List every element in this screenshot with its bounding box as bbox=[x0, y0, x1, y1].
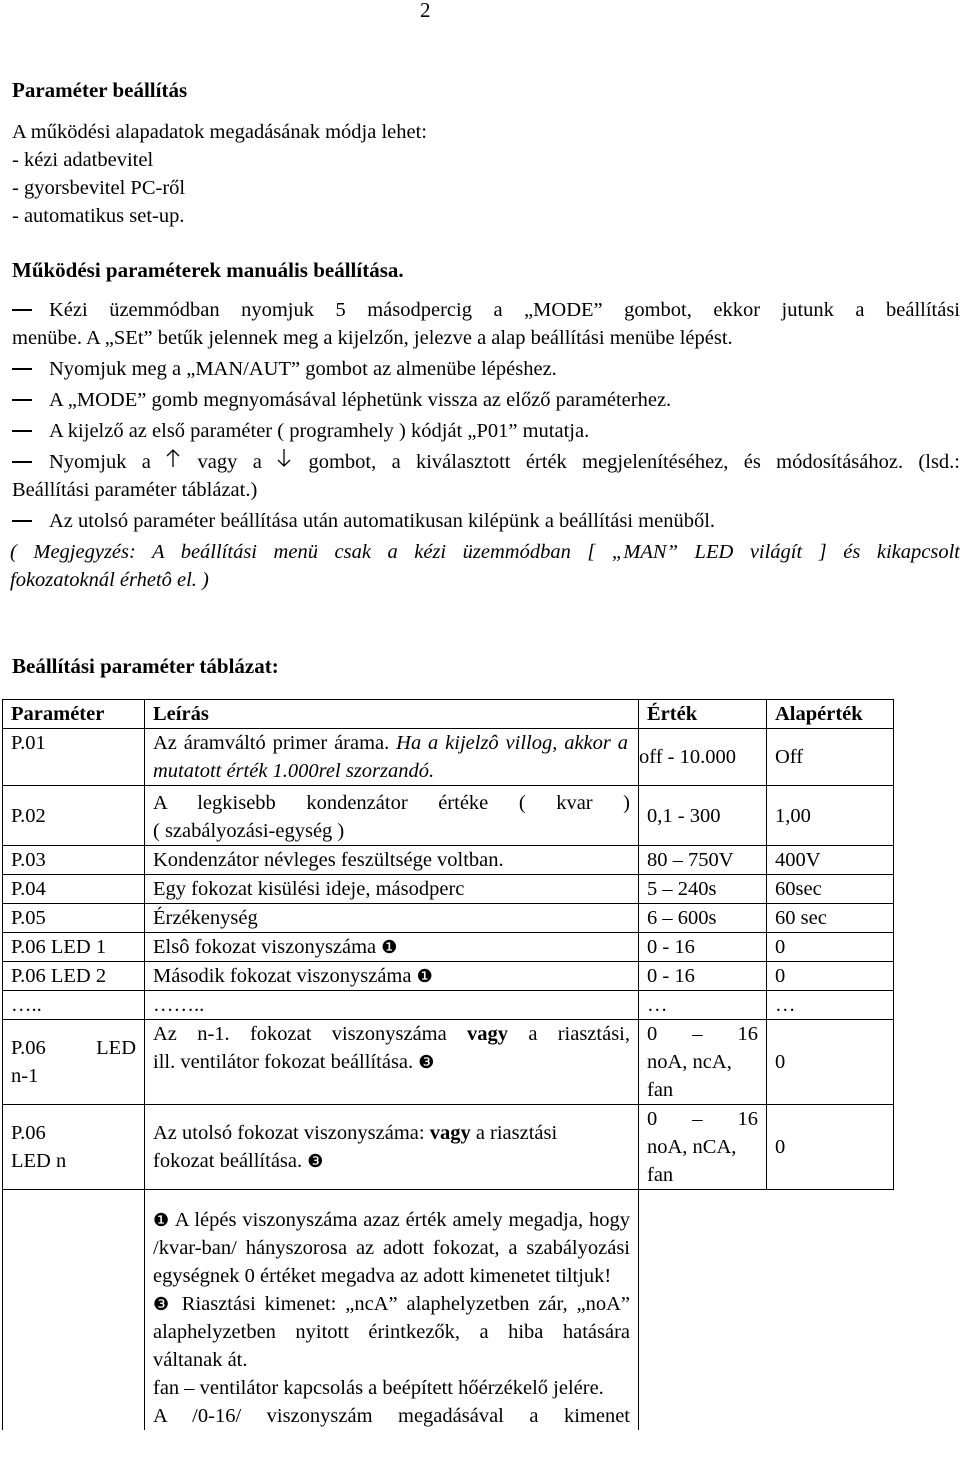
footnote-3-icon: ❸ bbox=[307, 1151, 324, 1171]
desc-part: a riasztási, bbox=[528, 1023, 630, 1045]
footnote-3-icon: ❸ bbox=[418, 1052, 435, 1072]
note bbox=[10, 538, 960, 594]
param-value-range: 80 – 750V bbox=[639, 846, 767, 875]
footnote-last: A /0-16/ viszonyszám megadásával a kimenet bbox=[153, 1405, 630, 1427]
param-code: P.03 bbox=[3, 846, 145, 875]
table-row bbox=[3, 786, 894, 846]
steps-list bbox=[12, 296, 960, 538]
param-value-range: … bbox=[639, 991, 767, 1020]
param-default: 60sec bbox=[767, 875, 894, 904]
desc-part-bold: vagy bbox=[429, 1122, 471, 1144]
footnotes-cell bbox=[145, 1190, 639, 1431]
param-default: 60 sec bbox=[767, 904, 894, 933]
step-text: Az utolsó paraméter beállítása után automatikusan kilépünk a beállítási menüből. bbox=[49, 510, 716, 532]
desc-line bbox=[153, 1147, 630, 1175]
step-text-part: gombot, a kiválasztott érték megjelenítéséhez, és módosításához. (lsd.: bbox=[308, 451, 960, 473]
desc-part: ill. ventilátor fokozat beállítása. bbox=[153, 1051, 414, 1073]
param-value-range: 0 - 16 bbox=[639, 962, 767, 991]
param-value-range bbox=[639, 1105, 767, 1190]
param-code-line: LED n bbox=[11, 1150, 67, 1172]
value-line: fan bbox=[647, 1164, 674, 1186]
note-line: ( Megjegyzés: A beállítási menü csak a kézi üzemmódban [ „MAN” LED világít ] és kikapcsolt bbox=[10, 541, 960, 563]
param-description: Egy fokozat kisülési ideje, másodperc bbox=[145, 875, 639, 904]
step-text: Nyomjuk meg a „MAN/AUT” gombot az almenübe lépéshez. bbox=[49, 358, 557, 380]
desc-line bbox=[153, 1048, 630, 1076]
column-header: Alapérték bbox=[767, 700, 894, 729]
step-text bbox=[49, 448, 960, 476]
param-code: P.06 LED 2 bbox=[3, 962, 145, 991]
param-code bbox=[3, 1020, 145, 1105]
dash-bullet bbox=[12, 430, 32, 432]
param-code-line: P.06 bbox=[11, 1122, 46, 1144]
param-code: ….. bbox=[3, 991, 145, 1020]
table-row bbox=[3, 991, 894, 1020]
empty-cell bbox=[639, 1190, 894, 1431]
column-header: Paraméter bbox=[3, 700, 145, 729]
param-value-range: 0,1 - 300 bbox=[639, 786, 767, 846]
column-header: Érték bbox=[639, 700, 767, 729]
step-text: Kézi üzemmódban nyomjuk 5 másodpercig a „MODE” gombot, ekkor jutunk a beállítási bbox=[49, 299, 960, 321]
desc-part: Második fokozat viszonyszáma bbox=[153, 965, 412, 987]
empty-cell bbox=[3, 1190, 145, 1431]
parameter-table bbox=[2, 699, 894, 1430]
param-code: P.02 bbox=[3, 786, 145, 846]
table-row bbox=[3, 962, 894, 991]
desc-part: Elsô fokozat viszonyszáma bbox=[153, 936, 377, 958]
table-row bbox=[3, 729, 894, 786]
value-line: fan bbox=[647, 1079, 674, 1101]
input-methods bbox=[12, 118, 427, 230]
note-line: fokozatoknál érhetô el. ) bbox=[10, 569, 209, 591]
param-code: P.06 LED 1 bbox=[3, 933, 145, 962]
column-header: Leírás bbox=[145, 700, 639, 729]
param-description bbox=[145, 962, 639, 991]
param-value-range: 0 - 16 bbox=[639, 933, 767, 962]
desc-part: Az áramváltó primer árama. bbox=[153, 732, 390, 754]
step-item bbox=[12, 448, 960, 476]
step-text: A „MODE” gomb megnyomásával léphetünk vissza az előző paraméterhez. bbox=[49, 389, 672, 411]
option-item: - gyorsbevitel PC-ről bbox=[12, 177, 186, 199]
value-line: 0 – 16 bbox=[647, 1023, 758, 1045]
dash-bullet bbox=[12, 520, 32, 522]
footnote-1 bbox=[153, 1206, 630, 1290]
param-description bbox=[145, 1105, 639, 1190]
desc-part-bold: vagy bbox=[467, 1023, 509, 1045]
section-title-parameter-table: Beállítási paraméter táblázat: bbox=[12, 654, 279, 678]
param-default: 0 bbox=[767, 933, 894, 962]
step-text: A kijelző az első paraméter ( programhely ) kódját „P01” mutatja. bbox=[49, 420, 590, 442]
desc-part-italic: Ha a kijelzô villog, akkor a mutatott érték 1.000rel szorzandó. bbox=[153, 732, 628, 782]
desc-line bbox=[153, 1020, 630, 1048]
param-description: Érzékenység bbox=[145, 904, 639, 933]
dash-bullet bbox=[12, 399, 32, 401]
param-default: Off bbox=[767, 729, 894, 786]
param-default: … bbox=[767, 991, 894, 1020]
intro-text: A működési alapadatok megadásának módja lehet: bbox=[12, 121, 427, 143]
param-value-range: off - 10.000 bbox=[639, 729, 767, 786]
table-row bbox=[3, 846, 894, 875]
step-item bbox=[12, 507, 960, 535]
desc-part: a riasztási bbox=[475, 1122, 558, 1144]
table-header-row bbox=[3, 700, 894, 729]
table-row bbox=[3, 1020, 894, 1105]
param-description: Kondenzátor névleges feszültsége voltban. bbox=[145, 846, 639, 875]
step-continuation bbox=[12, 324, 960, 352]
param-description bbox=[145, 1020, 639, 1105]
param-default: 0 bbox=[767, 962, 894, 991]
footnote-text: A lépés viszonyszáma azaz érték amely megadja, hogy /kvar-ban/ hányszorosa az adott fokozat, a szabályozási egységnek 0 értéket megadva az adott kimenetet tiltjuk! bbox=[153, 1209, 630, 1287]
param-description bbox=[145, 786, 639, 846]
value-line: noA, nCA, bbox=[647, 1136, 737, 1158]
table-row bbox=[3, 1105, 894, 1190]
step-item bbox=[12, 296, 960, 324]
desc-part: fokozat beállítása. bbox=[153, 1150, 303, 1172]
footnote-3-icon: ❸ bbox=[153, 1294, 173, 1314]
footnote-fan: fan – ventilátor kapcsolás a beépített hőérzékelő jelére. bbox=[153, 1377, 604, 1399]
param-default: 0 bbox=[767, 1020, 894, 1105]
step-item bbox=[12, 386, 960, 414]
option-item: - automatikus set-up. bbox=[12, 205, 185, 227]
footnote-1-icon: ❶ bbox=[381, 937, 398, 957]
dash-bullet bbox=[12, 461, 32, 463]
param-code-line: P.06 LED bbox=[11, 1037, 136, 1059]
desc-part: Az utolsó fokozat viszonyszáma: bbox=[153, 1122, 425, 1144]
step-item bbox=[12, 417, 960, 445]
param-default: 0 bbox=[767, 1105, 894, 1190]
param-value-range: 6 – 600s bbox=[639, 904, 767, 933]
arrow-up-icon bbox=[166, 448, 182, 476]
step-text: Beállítási paraméter táblázat.) bbox=[12, 479, 258, 501]
desc-line: A legkisebb kondenzátor értéke ( kvar ) bbox=[153, 792, 630, 814]
table-row bbox=[3, 904, 894, 933]
dash-bullet bbox=[12, 309, 32, 311]
param-description: …….. bbox=[145, 991, 639, 1020]
step-item bbox=[12, 355, 960, 383]
param-code: P.01 bbox=[3, 729, 145, 786]
dash-bullet bbox=[12, 368, 32, 370]
desc-line: ( szabályozási-egység ) bbox=[153, 820, 345, 842]
page-number: 2 bbox=[420, 0, 431, 22]
param-description bbox=[145, 933, 639, 962]
table-row bbox=[3, 933, 894, 962]
value-line: noA, ncA, bbox=[647, 1051, 732, 1073]
param-default: 1,00 bbox=[767, 786, 894, 846]
param-description bbox=[145, 729, 639, 786]
value-line: 0 – 16 bbox=[647, 1108, 758, 1130]
param-value-range bbox=[639, 1020, 767, 1105]
param-code bbox=[3, 1105, 145, 1190]
desc-line bbox=[153, 1119, 630, 1147]
section-title-parameter-setting: Paraméter beállítás bbox=[12, 78, 188, 102]
desc-part: Az n-1. fokozat viszonyszáma bbox=[153, 1023, 447, 1045]
option-item: - kézi adatbevitel bbox=[12, 149, 154, 171]
param-code: P.04 bbox=[3, 875, 145, 904]
footnote-3 bbox=[153, 1290, 630, 1374]
param-code: P.05 bbox=[3, 904, 145, 933]
param-value-range: 5 – 240s bbox=[639, 875, 767, 904]
footnote-text: Riasztási kimenet: „ncA” alaphelyzetben zár, „noA” alaphelyzetben nyitott érintkezők, a hiba hatására váltanak át. bbox=[153, 1293, 630, 1371]
table-footnote-row bbox=[3, 1190, 894, 1431]
footnote-1-icon: ❶ bbox=[416, 966, 433, 986]
footnote-1-icon: ❶ bbox=[153, 1210, 170, 1230]
arrow-down-icon bbox=[277, 448, 293, 476]
step-continuation bbox=[12, 476, 960, 504]
section-title-manual-setting: Működési paraméterek manuális beállítása. bbox=[12, 258, 404, 282]
step-text-part: vagy a bbox=[197, 451, 262, 473]
step-text: menübe. A „SEt” betűk jelennek meg a kijelzőn, jelezve a alap beállítási menübe lépést. bbox=[12, 327, 733, 349]
step-text-part: Nyomjuk a bbox=[49, 451, 151, 473]
table-row bbox=[3, 875, 894, 904]
param-default: 400V bbox=[767, 846, 894, 875]
param-code-line: n-1 bbox=[11, 1065, 39, 1087]
